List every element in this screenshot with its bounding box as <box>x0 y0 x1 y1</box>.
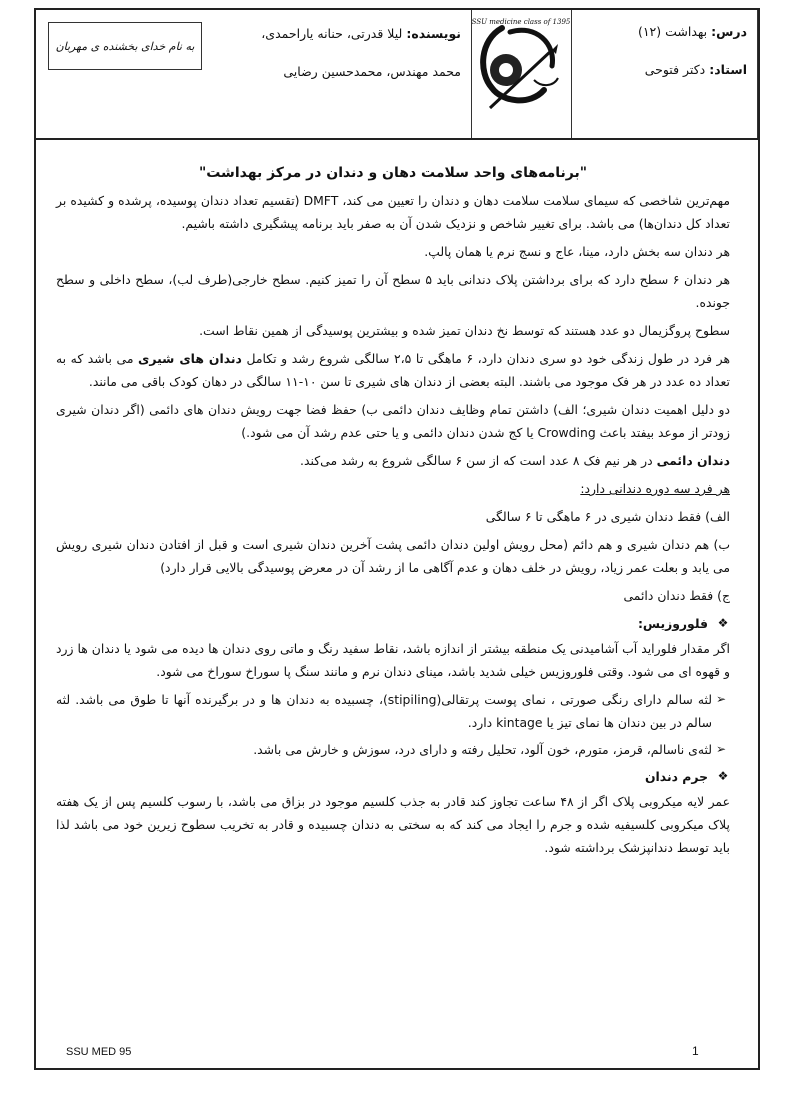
authors-names-1: لیلا قدرتی، حنانه یاراحمدی، <box>261 26 403 41</box>
authors-cell <box>254 10 472 138</box>
diamond-bullet-icon: ❖ <box>717 769 729 783</box>
bullet-unhealthy-gum-text: لثه‌ی ناسالم، قرمز، متورم، خون آلود، تحلیل رفته و دارای درد، سوزش و خارش می باشد. <box>253 742 712 757</box>
primary-teeth-text-b: می باشد که به تعداد ده عدد در هر فک موجود می باشند. البته بعضی از دندان های شیری تا سن ۱۰-۱۱ سالگی در دهان کودک باقی می مانند. <box>56 351 730 389</box>
page-number: 1 <box>692 1044 699 1058</box>
paragraph-calculus: عمر لایه میکروبی پلاک اگر از ۴۸ ساعت تجاوز کند قادر به جذب کلسیم موجود در بزاق می باشد، با رسوب کلسیم پس از یک هفته پلاک میکروبی کلسیفیه شده و جرم را ایجاد می کند که به سختی به دندان چسبیده و قادر به تخریب سطوح زیرین خود می باشد لذا باید توسط دندانپزشک برداشته شود. <box>56 794 730 855</box>
paragraph-dental-periods: هر فرد سه دوره دندانی دارد: <box>580 481 730 496</box>
paragraph-tooth-parts: هر دندان سه بخش دارد، مینا، عاج و نسج نرم یا همان پالپ. <box>424 244 730 259</box>
heading-fluorosis-text: فلوروزیس: <box>637 616 708 631</box>
logo-cell <box>472 10 572 138</box>
course-value: بهداشت (۱۲) <box>637 24 708 39</box>
teacher-row <box>578 60 747 98</box>
paragraph-period-b: ب) هم دندان شیری و هم دائم (محل رویش اولین دندان دائمی پشت آخرین دندان شیری است و قبل از افتادن دندان شیری رویش می یابد و بعلت عمر زیاد، رویش در خلف دهان و عدم آگاهی ما از رشد آن در معرض پوسیدگی بالایی قرار دارد) <box>56 537 730 575</box>
page-frame <box>34 8 760 1070</box>
paragraph-permanent-teeth <box>56 449 730 472</box>
bismillah-cell <box>36 10 254 138</box>
paragraph-primary-teeth <box>56 347 730 393</box>
authors-line-2: محمد مهندس، محمدحسین رضایی <box>283 64 461 79</box>
primary-teeth-bold: دندان های شیری <box>138 351 242 366</box>
heading-calculus-text: جرم دندان <box>644 769 708 784</box>
permanent-teeth-text: در هر نیم فک ۸ عدد است که از سن ۶ سالگی شروع به رشد می‌کند. <box>300 453 657 468</box>
teacher-value: دکتر فتوحی <box>644 62 706 77</box>
paragraph-proximal: سطوح پروگزیمال دو عدد هستند که توسط نخ دندان تمیز شده و بیشترین پوسیدگی از همین نقاط است. <box>199 323 730 338</box>
footer-label: SSU MED 95 <box>66 1046 132 1058</box>
paragraph-tooth-surfaces: هر دندان ۶ سطح دارد که برای برداشتن پلاک دندانی باید ۵ سطح آن را تمیز کنیم. سطح خارجی(طرف لب)، سطح داخلی و سطح جونده. <box>56 272 730 310</box>
ssu-logo-icon <box>472 10 570 136</box>
paragraph-primary-importance: دو دلیل اهمیت دندان شیری؛ الف) داشتن تمام وظایف دندان دائمی ب) حفظ فضا جهت رویش دندان های دائمی (اگر دندان شیری زودتر از موعد بیفتد باعث Crowding یا کج شدن دندان دائمی و یا حتی عدم رشد آن می شود.) <box>56 402 730 440</box>
authors-line-1 <box>260 24 461 44</box>
bullet-healthy-gum-text: لثه سالم دارای رنگی صورتی ، نمای پوست پرتقالی(stipiling)، چسبیده به دندان ها و در برگیرنده آنها تا طوق می باشد. لثه سالم در بین دندان ها نمای تیز یا kintage دارد. <box>56 692 712 730</box>
heading-fluorosis <box>56 612 730 635</box>
bullet-unhealthy-gum <box>56 738 730 761</box>
primary-teeth-text-a: هر فرد در طول زندگی خود دو سری دندان دارد، ۶ ماهگی تا ۲،۵ سالگی شروع رشد و تکامل <box>241 351 730 366</box>
bismillah-text: به نام خدای بخشنده ی مهربان <box>55 39 195 53</box>
teacher-label: استاد: <box>709 62 747 77</box>
document-title: "برنامه‌های واحد سلامت دهان و دندان در مرکز بهداشت" <box>198 165 588 181</box>
bismillah-box <box>48 22 202 70</box>
permanent-teeth-bold: دندان دائمی <box>656 453 730 468</box>
arrow-bullet-icon: ➢ <box>715 742 727 756</box>
authors-label: نویسنده: <box>406 26 461 41</box>
heading-calculus <box>56 765 730 788</box>
paragraph-period-a: الف) فقط دندان شیری در ۶ ماهگی تا ۶ سالگی <box>485 509 730 524</box>
document-body <box>36 162 758 864</box>
paragraph-dmft: مهم‌ترین شاخصی که سیمای سلامت سلامت دهان و دندان را تعیین می کند، DMFT (تقسیم تعداد دندان پوسیده، پرشده و کشیده بر تعداد کل دندان‌ها) می باشد. برای تغییر شاخص و نزدیک شدن آن به صفر باید برنامه پیشگیری داشته باشیم. <box>56 193 730 231</box>
document-header <box>36 10 758 140</box>
paragraph-period-c: ج) فقط دندان دائمی <box>623 588 730 603</box>
paragraph-fluorosis: اگر مقدار فلوراید آب آشامیدنی یک منطقه بیشتر از اندازه باشد، نقاط سفید رنگ و ماتی روی دندان ها دیده می شود یا دندان ها زرد و قهوه ای می شود. وقتی فلوروزیس خیلی شدید باشد، مینای دندان نرم و مانند سنگ پا سوراخ سوراخ می شود. <box>56 641 730 679</box>
bullet-healthy-gum <box>56 688 730 734</box>
arrow-bullet-icon: ➢ <box>715 692 727 706</box>
course-row <box>578 22 747 60</box>
course-label: درس: <box>711 24 747 39</box>
course-cell <box>572 10 758 138</box>
diamond-bullet-icon: ❖ <box>717 616 729 630</box>
logo-text: SSU medicine class of 1395 <box>472 18 570 26</box>
